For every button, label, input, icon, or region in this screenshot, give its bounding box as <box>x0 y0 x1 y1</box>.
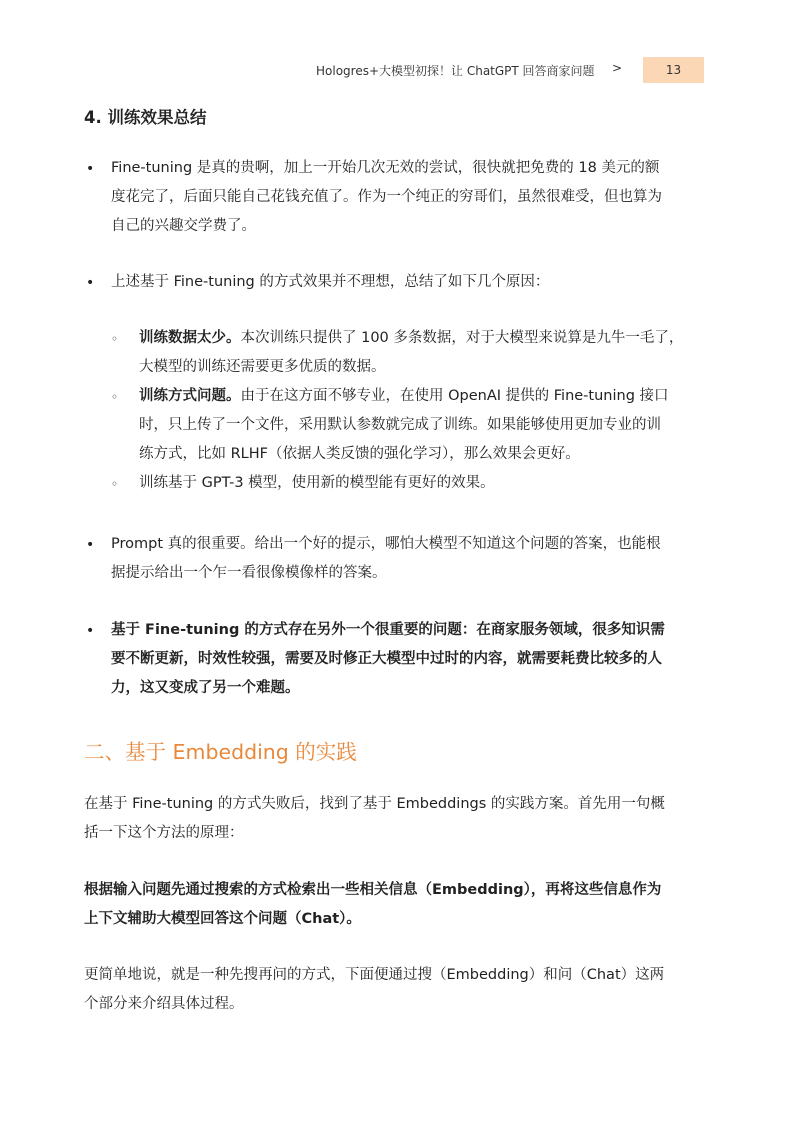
section-heading: 4. 训练效果总结 <box>84 108 207 127</box>
bullet-paragraph-reasons <box>111 268 549 297</box>
paragraph-intro <box>84 790 665 848</box>
bullet-marker: • <box>86 623 95 639</box>
page-number-badge <box>643 57 704 83</box>
text-line: 大模型的训练还需要更多优质的数据。 <box>139 359 386 375</box>
bold-phrase: 训练方式问题。 <box>139 388 241 404</box>
sub-bullet-data-size <box>139 324 683 382</box>
paragraph-principle <box>84 876 661 934</box>
text-line: Prompt 真的很重要。给出一个好的提示，哪怕大模型不知道这个问题的答案，也能根 <box>111 536 661 552</box>
text-line: 本次训练只提供了 100 多条数据，对于大模型来说算是九牛一毛了， <box>240 330 684 346</box>
bullet-marker: • <box>86 275 95 291</box>
text-line: 在基于 Fine-tuning 的方式失败后，找到了基于 Embeddings 的实践方案。首先用一句概 <box>84 796 665 812</box>
text-line: 据提示给出一个乍一看很像模像样的答案。 <box>111 565 387 581</box>
chapter-heading: 二、基于 Embedding 的实践 <box>84 740 357 764</box>
sub-bullet-gpt3 <box>139 469 495 498</box>
text-line: 自己的兴趣交学费了。 <box>111 218 256 234</box>
sub-bullet-marker: ◦ <box>111 332 119 346</box>
text-line: 个部分来介绍具体过程。 <box>84 996 244 1012</box>
text-line: 上下文辅助大模型回答这个问题（Chat）。 <box>84 911 361 927</box>
text-line: 基于 Fine-tuning 的方式存在另外一个很重要的问题：在商家服务领域，很多知识需 <box>111 622 665 638</box>
text-line: 度花完了，后面只能自己花钱充值了。作为一个纯正的穷哥们，虽然很难受，但也算为 <box>111 189 662 205</box>
bullet-paragraph-prompt <box>111 530 661 588</box>
sub-bullet-marker: ◦ <box>111 477 119 491</box>
text-line: 练方式，比如 RLHF（依据人类反馈的强化学习），那么效果会更好。 <box>139 446 580 462</box>
paragraph-summary <box>84 961 664 1019</box>
text-line: 要不断更新，时效性较强，需要及时修正大模型中过时的内容，就需要耗费比较多的人 <box>111 651 662 667</box>
running-header-title: Hologres+大模型初探！让 ChatGPT 回答商家问题 <box>316 64 595 78</box>
bullet-marker: • <box>86 537 95 553</box>
text-line: 括一下这个方法的原理： <box>84 825 244 841</box>
sub-bullet-marker: ◦ <box>111 390 119 404</box>
bullet-paragraph-cost <box>111 154 662 241</box>
text-line: Fine-tuning 是真的贵啊，加上一开始几次无效的尝试，很快就把免费的 18 美元的额 <box>111 160 660 176</box>
bold-phrase: 训练数据太少。 <box>139 330 241 346</box>
header-arrow: > <box>612 61 623 75</box>
page-number: 13 <box>665 63 682 77</box>
bullet-marker: • <box>86 161 95 177</box>
text-line: 根据输入问题先通过搜索的方式检索出一些相关信息（Embedding），再将这些信息作为 <box>84 882 662 898</box>
text-line: 训练基于 GPT-3 模型，使用新的模型能有更好的效果。 <box>139 475 495 491</box>
text-line: 力，这又变成了另一个难题。 <box>111 680 300 696</box>
sub-bullet-training-method <box>139 382 669 469</box>
text-line: 更简单地说，就是一种先搜再问的方式，下面便通过搜（Embedding）和问（Chat）这两 <box>84 967 665 983</box>
text-line: 上述基于 Fine-tuning 的方式效果并不理想，总结了如下几个原因： <box>111 274 550 290</box>
text-line: 时，只上传了一个文件，采用默认参数就完成了训练。如果能够使用更加专业的训 <box>139 417 661 433</box>
bullet-paragraph-update-problem <box>111 616 665 703</box>
text-line: 由于在这方面不够专业，在使用 OpenAI 提供的 Fine-tuning 接口 <box>240 388 669 404</box>
